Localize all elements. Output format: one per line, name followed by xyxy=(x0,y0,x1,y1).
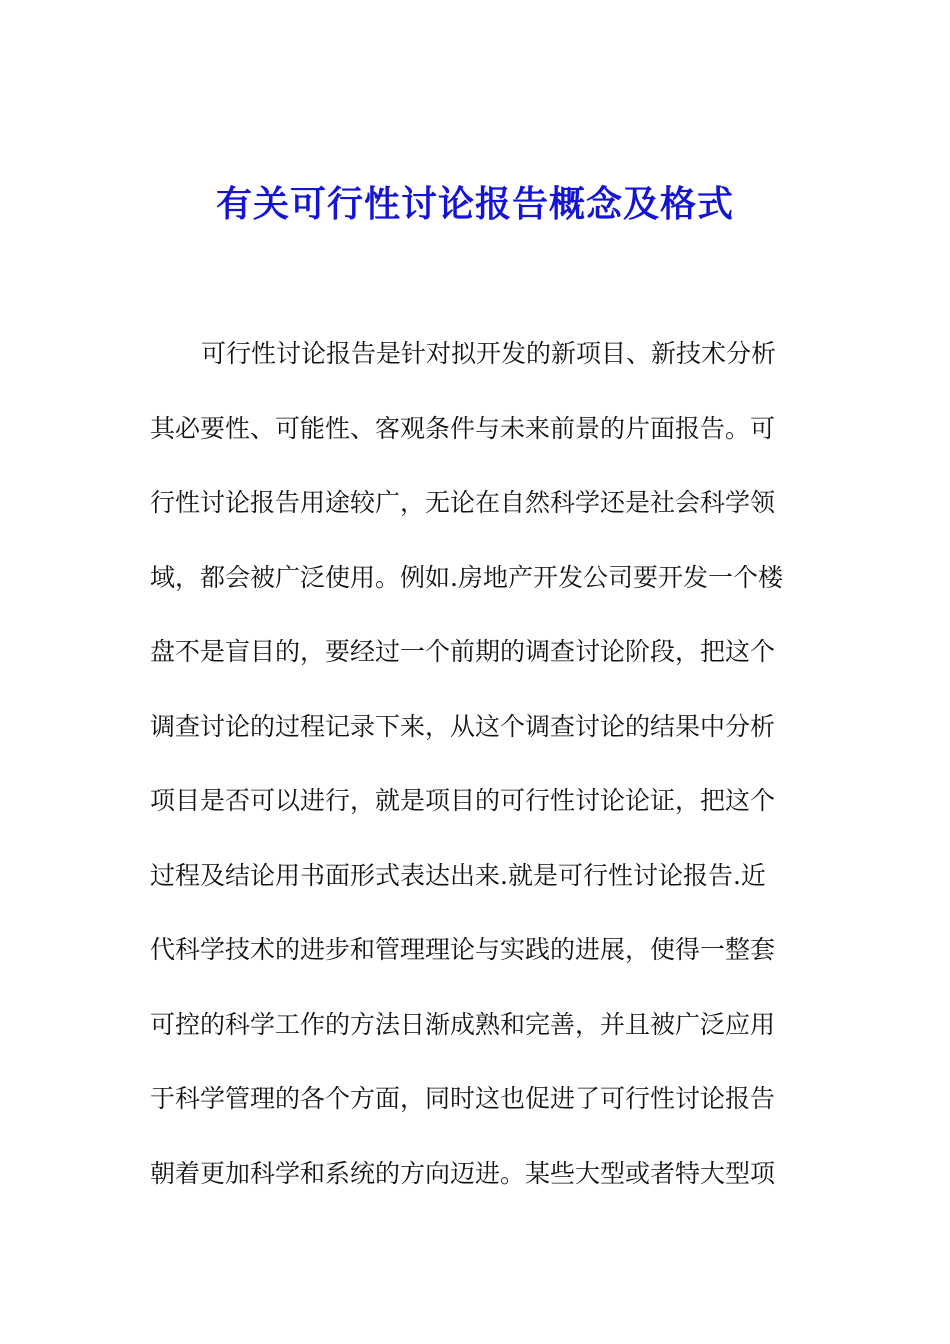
body-paragraph xyxy=(150,330,810,1224)
paragraph-line: 其必要性、可能性、客观条件与未来前景的片面报告。可 xyxy=(150,413,776,443)
paragraph-line: 过程及结论用书面形式表达出来.就是可行性讨论报告.近 xyxy=(150,860,766,890)
paragraph-line: 朝着更加科学和系统的方向迈进。某些大型或者特大型项 xyxy=(150,1158,776,1188)
paragraph-line: 项目是否可以进行，就是项目的可行性讨论论证，把这个 xyxy=(150,786,776,815)
paragraph-line: 盘不是盲目的，要经过一个前期的调查讨论阶段，把这个 xyxy=(150,637,776,666)
paragraph-line: 行性讨论报告用途较广，无论在自然科学还是社会科学领 xyxy=(150,488,776,517)
paragraph-line: 可控的科学工作的方法日渐成熟和完善，并且被广泛应用 xyxy=(150,1009,776,1039)
paragraph-line: 于科学管理的各个方面，同时这也促进了可行性讨论报告 xyxy=(150,1084,776,1113)
paragraph-line: 可行性讨论报告是针对拟开发的新项目、新技术分析 xyxy=(201,339,777,368)
document-title: 有关可行性讨论报告概念及格式 xyxy=(215,183,734,225)
paragraph-line: 调查讨论的过程记录下来，从这个调查讨论的结果中分析 xyxy=(150,711,776,741)
paragraph-line: 域，都会被广泛使用。例如.房地产开发公司要开发一个楼 xyxy=(150,562,783,592)
paragraph-line: 代科学技术的进步和管理理论与实践的进展，使得一整套 xyxy=(150,935,776,964)
